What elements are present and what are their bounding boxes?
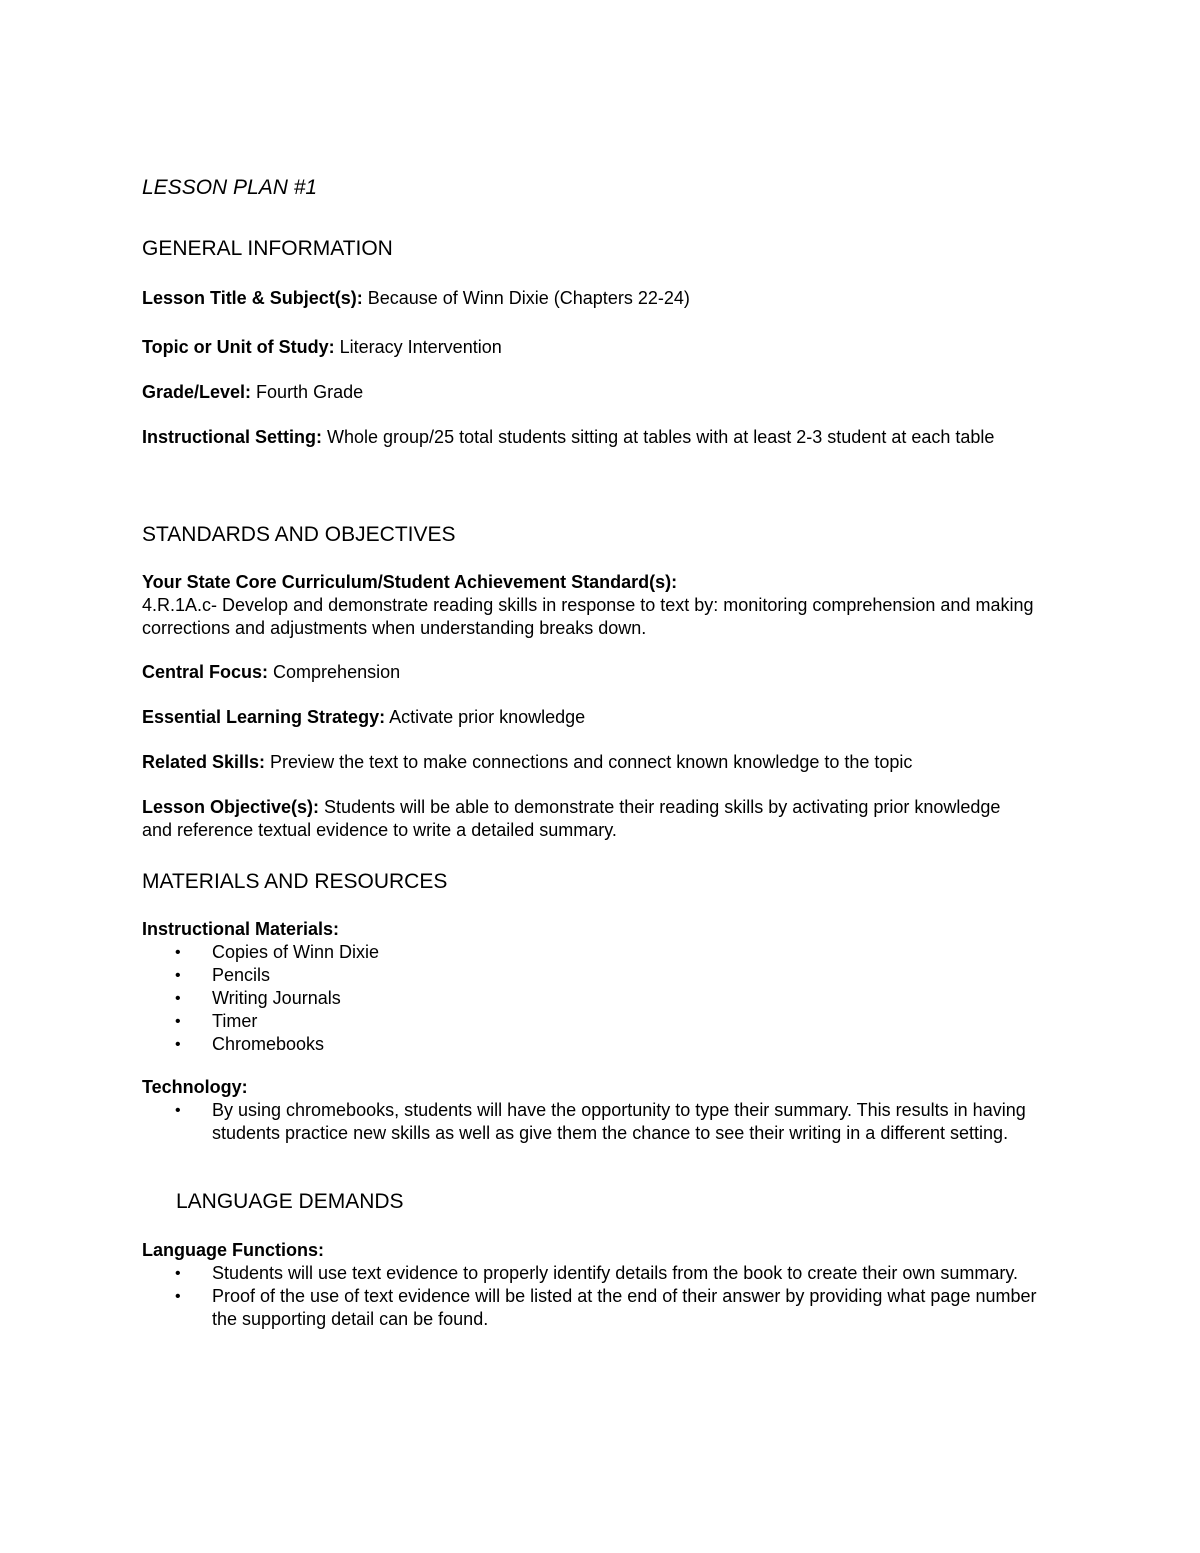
learning-strategy-label: Essential Learning Strategy: <box>142 707 386 727</box>
list-item-text: Timer <box>212 1011 258 1031</box>
learning-strategy-field <box>142 706 1052 729</box>
lesson-title-field <box>142 287 1052 310</box>
central-focus-field <box>142 661 1052 684</box>
instructional-materials-label: Instructional Materials: <box>142 919 340 939</box>
bullet-icon: • <box>175 990 181 1007</box>
list-item <box>142 1033 1042 1056</box>
bullet-icon: • <box>175 1102 181 1119</box>
related-skills-field <box>142 751 1052 774</box>
bullet-icon: • <box>175 944 181 961</box>
setting-label: Instructional Setting: <box>142 427 322 447</box>
core-standard-value: 4.R.1A.c- Develop and demonstrate reading skills in response to text by: monitoring comprehension and making corrections and adjustments when understanding breaks down. <box>142 595 1034 638</box>
document-title: LESSON PLAN #1 <box>142 176 318 199</box>
instructional-materials-list <box>142 941 1042 1056</box>
setting-value: Whole group/25 total students sitting at tables with at least 2-3 student at each table <box>322 427 995 447</box>
related-skills-value: Preview the text to make connections and connect known knowledge to the topic <box>265 752 913 772</box>
topic-value: Literacy Intervention <box>334 337 502 357</box>
list-item <box>142 1262 1047 1285</box>
technology-label: Technology: <box>142 1077 248 1097</box>
list-item <box>142 1285 1047 1331</box>
language-functions-label: Language Functions: <box>142 1240 324 1260</box>
technology-list <box>142 1099 1047 1145</box>
bullet-icon: • <box>175 967 181 984</box>
list-item-text: Students will use text evidence to properly identify details from the book to create their own summary. <box>212 1263 1019 1283</box>
grade-label: Grade/Level: <box>142 382 252 402</box>
bullet-icon: • <box>175 1288 181 1305</box>
list-item <box>142 987 1042 1010</box>
setting-field <box>142 426 1042 449</box>
lesson-objective-field <box>142 796 1002 842</box>
list-item-text: Chromebooks <box>212 1034 325 1054</box>
learning-strategy-value: Activate prior knowledge <box>385 707 586 727</box>
lesson-title-label: Lesson Title & Subject(s): <box>142 288 363 308</box>
lesson-objective-label: Lesson Objective(s): <box>142 797 320 817</box>
grade-value: Fourth Grade <box>251 382 364 402</box>
core-standard-label: Your State Core Curriculum/Student Achievement Standard(s): <box>142 572 678 592</box>
language-demands-heading: LANGUAGE DEMANDS <box>176 1190 404 1213</box>
topic-label: Topic or Unit of Study: <box>142 337 335 357</box>
related-skills-label: Related Skills: <box>142 752 266 772</box>
list-item <box>142 1099 1047 1145</box>
language-functions-list <box>142 1262 1047 1331</box>
general-information-heading: GENERAL INFORMATION <box>142 237 393 260</box>
standards-objectives-heading: STANDARDS AND OBJECTIVES <box>142 523 456 546</box>
materials-resources-heading: MATERIALS AND RESOURCES <box>142 870 448 893</box>
grade-field <box>142 381 1052 404</box>
bullet-icon: • <box>175 1265 181 1282</box>
list-item-text: Copies of Winn Dixie <box>212 942 380 962</box>
list-item-text: By using chromebooks, students will have the opportunity to type their summary. This results in having students practice new skills as well as give them the chance to see their writing in a different setting. <box>212 1100 1026 1143</box>
central-focus-value: Comprehension <box>268 662 401 682</box>
list-item-text: Writing Journals <box>212 988 341 1008</box>
lesson-objective-value: Students will be able to demonstrate their reading skills by activating prior knowledge and reference textual evidence to write a detailed summary. <box>142 797 1001 840</box>
list-item <box>142 941 1042 964</box>
topic-field <box>142 336 1052 359</box>
bullet-icon: • <box>175 1036 181 1053</box>
lesson-title-value: Because of Winn Dixie (Chapters 22-24) <box>362 288 690 308</box>
list-item <box>142 964 1042 987</box>
bullet-icon: • <box>175 1013 181 1030</box>
list-item-text: Pencils <box>212 965 271 985</box>
central-focus-label: Central Focus: <box>142 662 269 682</box>
list-item <box>142 1010 1042 1033</box>
list-item-text: Proof of the use of text evidence will be listed at the end of their answer by providing what page number the supporting detail can be found. <box>212 1286 1037 1329</box>
